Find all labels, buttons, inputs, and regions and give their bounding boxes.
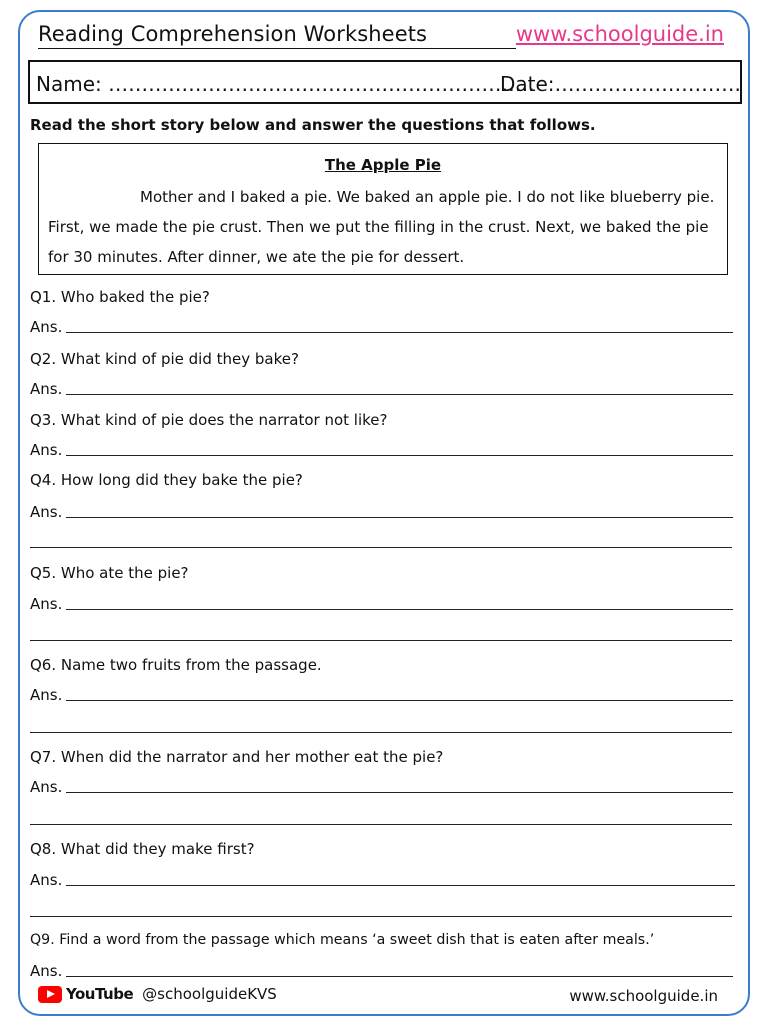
question-5: Q5. Who ate the pie? (30, 564, 189, 582)
answer-label-2: Ans. (30, 380, 63, 398)
answer-label-3: Ans. (30, 441, 63, 459)
name-date-box (28, 60, 742, 104)
answer-label-9: Ans. (30, 962, 63, 980)
answer-label-4: Ans. (30, 503, 63, 521)
channel-handle[interactable]: @schoolguideKVS (142, 985, 277, 1003)
footer-website[interactable]: www.schoolguide.in (569, 987, 718, 1005)
question-8: Q8. What did they make first? (30, 840, 255, 858)
header-underline (38, 48, 516, 49)
story-text: Mother and I baked a pie. We baked an apple pie. I do not like blueberry pie. First, we made the pie crust. Then we put the filling in the crust. Next, we baked the pie for 30 minutes. After dinner, we ate the pie for dessert. (48, 188, 715, 266)
question-3: Q3. What kind of pie does the narrator not like? (30, 411, 388, 429)
answer-label-6: Ans. (30, 686, 63, 704)
story-title: The Apple Pie (324, 156, 442, 174)
answer-line-3[interactable] (66, 455, 733, 456)
youtube-wordmark: YouTube (66, 985, 134, 1003)
answer-line-2[interactable] (66, 394, 733, 395)
answer-line-7b[interactable] (30, 824, 732, 825)
answer-line-4[interactable] (66, 517, 733, 518)
answer-label-1: Ans. (30, 318, 63, 336)
answer-label-5: Ans. (30, 595, 63, 613)
answer-line-8[interactable] (66, 885, 735, 886)
worksheet-header (38, 22, 728, 52)
story-box (38, 143, 728, 275)
question-4: Q4. How long did they bake the pie? (30, 471, 303, 489)
question-6: Q6. Name two fruits from the passage. (30, 656, 322, 674)
answer-line-4b[interactable] (30, 547, 732, 548)
worksheet-title: Reading Comprehension Worksheets (38, 22, 428, 46)
answer-line-7[interactable] (66, 792, 733, 793)
answer-line-1[interactable] (66, 332, 733, 333)
answer-label-7: Ans. (30, 778, 63, 796)
answer-line-6[interactable] (66, 700, 733, 701)
answer-line-5b[interactable] (30, 640, 732, 641)
website-link[interactable]: www.schoolguide.in (515, 22, 724, 46)
worksheet-footer (38, 985, 724, 1009)
answer-line-5[interactable] (66, 609, 733, 610)
instructions-text: Read the short story below and answer the questions that follows. (30, 116, 596, 134)
youtube-channel[interactable] (38, 985, 277, 1003)
answer-line-9[interactable] (66, 976, 733, 977)
name-field[interactable]: Name: ………………………………………………………. (36, 72, 535, 96)
question-1: Q1. Who baked the pie? (30, 288, 210, 306)
question-7: Q7. When did the narrator and her mother eat the pie? (30, 748, 444, 766)
answer-label-8: Ans. (30, 871, 63, 889)
question-9: Q9. Find a word from the passage which means ‘a sweet dish that is eaten after meals.’ (30, 932, 655, 948)
answer-line-8b[interactable] (30, 916, 732, 917)
youtube-play-icon (38, 986, 62, 1003)
answer-line-6b[interactable] (30, 732, 732, 733)
date-field[interactable]: Date:………………………. (500, 72, 741, 96)
question-2: Q2. What kind of pie did they bake? (30, 350, 299, 368)
